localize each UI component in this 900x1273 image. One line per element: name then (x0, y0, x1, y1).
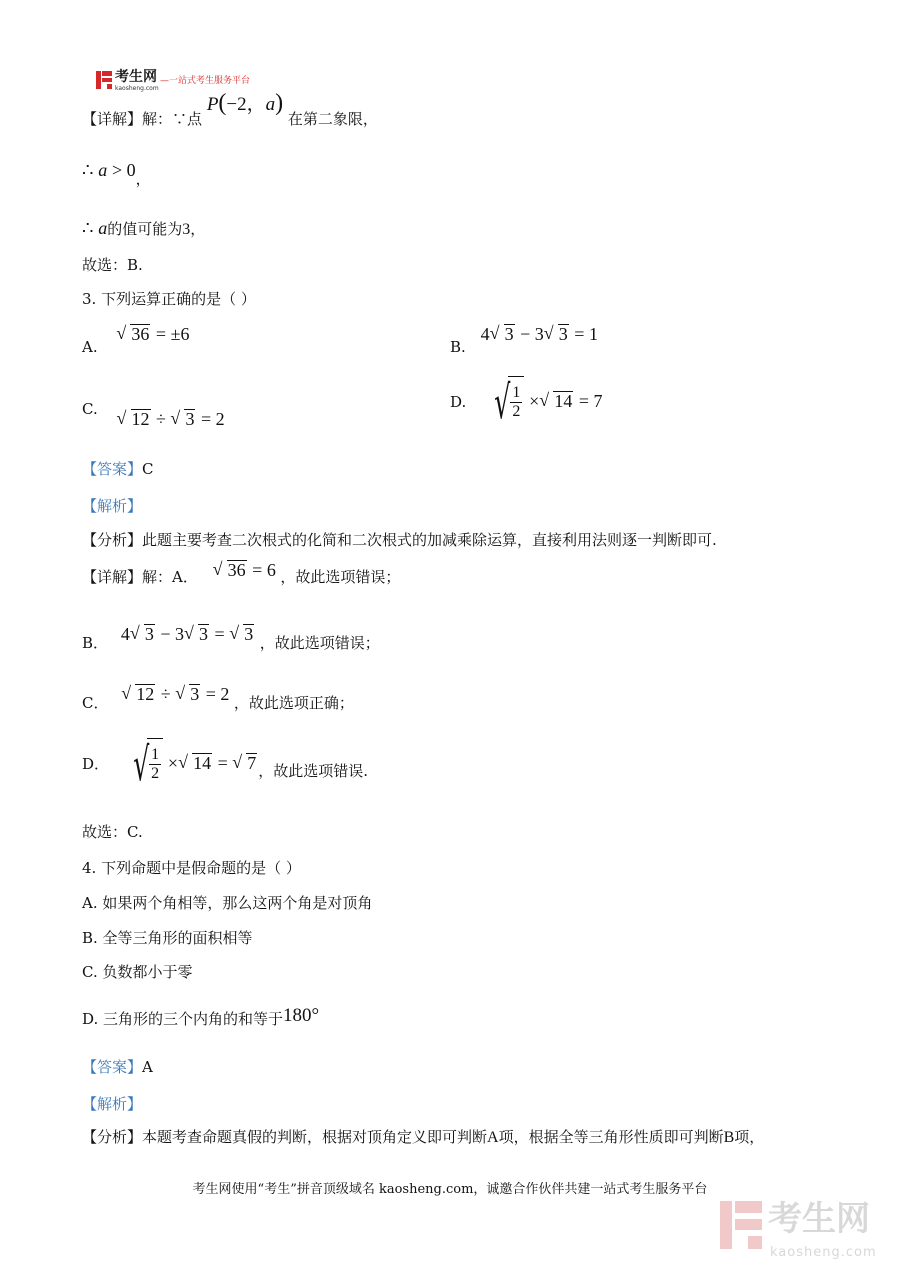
q2-detail-suffix: 在第二象限， (287, 110, 378, 128)
sqrt-icon: √ 36 (116, 324, 150, 346)
sqrt-icon: √ 36 (213, 560, 247, 582)
q2-detail-prefix: 解：∵点 (142, 110, 203, 128)
sqrt-icon: √ 3 (490, 324, 515, 346)
sqrt-icon: √ 3 (229, 624, 254, 646)
q3-option-d-label: D. (450, 393, 467, 411)
sqrt-icon: √ 3 (130, 624, 155, 646)
q4-answer-label: 【答案】 (82, 1058, 143, 1076)
q3-detail-a: 【详解】解：A． √ 36 = 6 ，故此选项错误； (82, 566, 400, 588)
q3-option-c: C. √ 12 ÷ √ 3 = 2 (82, 400, 225, 422)
q2-point-coords: −2， (226, 94, 266, 115)
logo-brand-en: kaosheng.com (115, 85, 159, 92)
q4-answer-value: A (142, 1058, 153, 1076)
q3-analysis-label: 【解析】 (82, 497, 143, 515)
q4-option-b: B. 全等三角形的面积相等 (82, 929, 253, 947)
q4-answer (82, 1058, 153, 1076)
q2-choice: 故选：B. (82, 256, 143, 274)
q3-answer (82, 460, 154, 478)
q4-option-d: D. 三角形的三个内角的和等于180° (82, 1005, 320, 1028)
q3-option-b: B. 4√ 3 − 3√ 3 = 1 (450, 324, 598, 346)
q3-detail-d: D． √ $\frac{1}{2}$ ×√ 14 = √ 7 ，故此选项错误. (82, 738, 368, 790)
q4-stem: 4. 下列命题中是假命题的是（ ） (82, 859, 301, 877)
sqrt-fraction: √ $\frac{1}{2}$ (481, 376, 524, 428)
page-footer: 考生网使用“考生”拼音顶级域名 kaosheng.com，诚邀合作伙伴共建一站式考生服务平台 (192, 1182, 708, 1197)
q2-point-var: a (265, 94, 276, 115)
sqrt-icon: √ 7 (232, 753, 257, 775)
watermark-en: kaosheng.com (770, 1245, 877, 1260)
sqrt-icon: √ 12 (117, 409, 151, 431)
q2-line2-var: a (98, 160, 108, 180)
q4-option-c: C. 负数都小于零 (82, 963, 193, 981)
sqrt-fraction: √ $\frac{1}{2}$ (120, 738, 163, 790)
q2-line3-text: 的值可能为 (107, 220, 183, 238)
q3-option-d: D. √ $\frac{1}{2}$ ×√ 14 = 7 (450, 376, 602, 428)
q3-answer-value: C (142, 460, 154, 478)
sqrt-icon: √ 14 (178, 753, 212, 775)
q2-line3-end: ， (190, 220, 206, 238)
watermark (720, 1201, 888, 1263)
q3-detail-b: B． 4√ 3 − 3√ 3 = √ 3 ，故此选项错误； (82, 624, 380, 646)
logo-mark-icon (96, 71, 112, 89)
q2-line3-var: a (98, 218, 108, 238)
q3-analysis (82, 531, 717, 549)
q2-detail-label: 【详解】 (82, 110, 143, 128)
watermark-cn: 考生网 (768, 1199, 870, 1239)
sqrt-icon: √ 3 (184, 624, 209, 646)
q3-analysis-text: 此题主要考查二次根式的化简和二次根式的加减乘除运算，直接利用法则逐一判断即可. (142, 531, 717, 549)
q3-option-a: A. √ 36 = ±6 (82, 324, 189, 346)
q2-line2 (82, 160, 151, 188)
sqrt-icon: √ 3 (544, 324, 569, 346)
q2-line3-num: 3 (182, 221, 191, 238)
logo-slogan: —一站式考生服务平台 (160, 76, 251, 86)
q3-option-b-label: B. (450, 338, 466, 356)
q2-line2-end: ， (135, 170, 151, 188)
q3-stem: 3. 下列运算正确的是（ ） (82, 290, 256, 308)
q3-answer-label: 【答案】 (82, 460, 143, 478)
logo-brand-cn: 考生网 (115, 69, 157, 85)
q2-line2-rel: > 0 (112, 160, 136, 180)
q3-option-c-label: C. (82, 400, 98, 418)
q4-option-a: A. 如果两个角相等，那么这两个角是对顶角 (82, 894, 373, 912)
q4-analysis: 【分析】本题考查命题真假的判断，根据对顶角定义即可判断A项，根据全等三角形性质即可判断B项， (82, 1128, 765, 1146)
q2-line3 (82, 218, 205, 240)
watermark-logo-icon (720, 1201, 762, 1249)
sqrt-icon: √ 3 (175, 684, 200, 706)
sqrt-icon: √ 3 (170, 409, 195, 431)
sqrt-icon: √ 14 (539, 391, 573, 413)
q3-analysis-tag: 【分析】 (82, 531, 143, 549)
sqrt-icon: √ 12 (121, 684, 155, 706)
q2-point-name: P (206, 94, 219, 115)
q2-line3-therefore: ∴ (82, 218, 94, 238)
q3-detail-c: C． √ 12 ÷ √ 3 = 2 ，故此选项正确； (82, 684, 354, 706)
q2-detail-line: 【详解】解：∵点 P(−2，a) 在第二象限， (82, 90, 378, 128)
q3-option-a-label: A. (82, 338, 98, 356)
q3-choice: 故选：C. (82, 823, 143, 841)
q4-analysis-label: 【解析】 (82, 1095, 143, 1113)
q2-line2-therefore: ∴ (82, 160, 94, 180)
